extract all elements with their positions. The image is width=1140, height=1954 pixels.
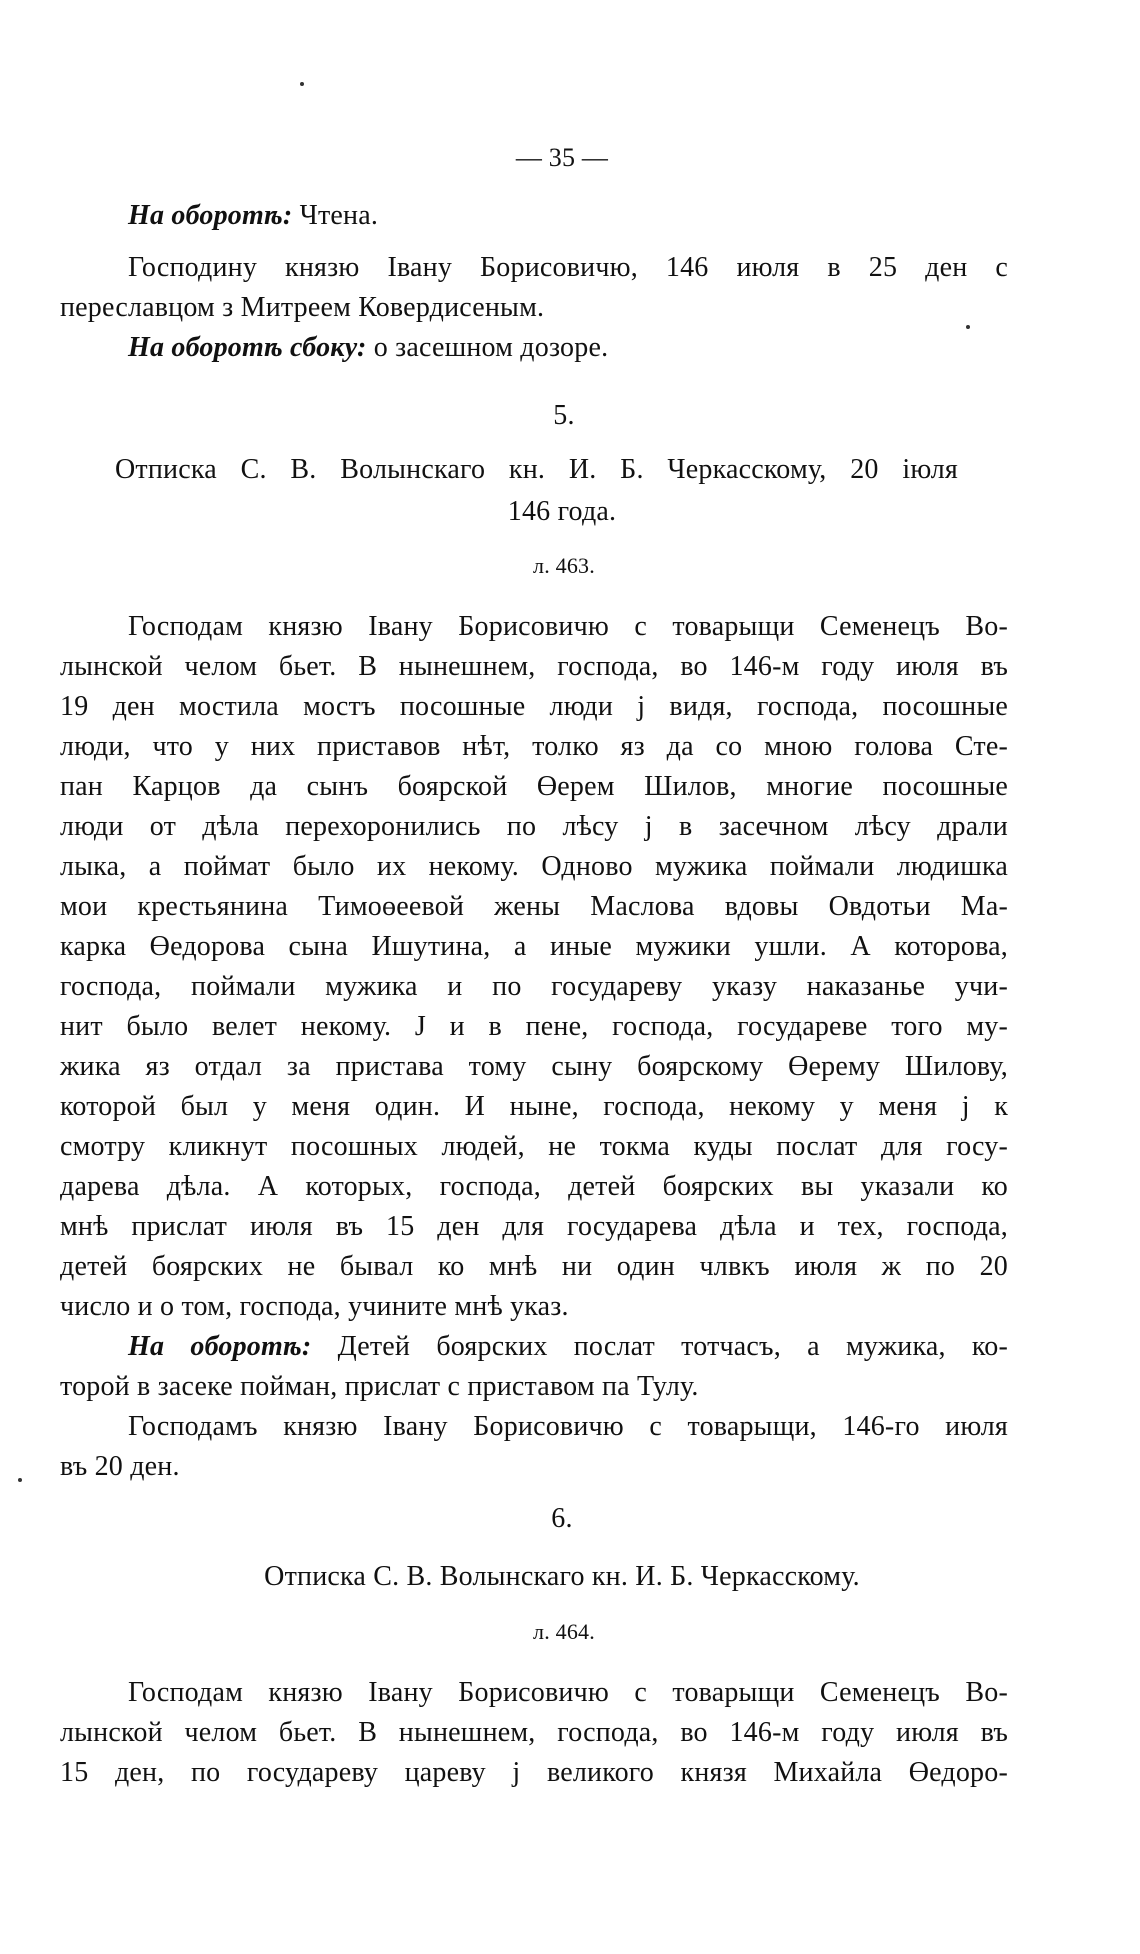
reverse-note — [128, 198, 1008, 234]
body-line: мнѣ прислат июля въ 15 ден для государева дѣла и тех, господа, — [60, 1211, 1008, 1242]
address-line: въ 20 ден. — [60, 1451, 180, 1482]
side-note — [128, 330, 1008, 366]
body-line: жика яз отдал за пристава тому сыну боярскому Өерему Шилову, — [60, 1051, 1008, 1082]
body-line: лынской челом бьет. В нынешнем, господа, во 146-м году июля въ — [60, 651, 1008, 682]
address-line: Господину князю Івану Борисовичю, 146 июля в 25 ден с — [128, 252, 1008, 283]
folio-reference: л. 463. — [533, 553, 595, 578]
folio-reference: л. 464. — [533, 1619, 595, 1644]
page-number: — 35 — — [515, 143, 609, 172]
body-line: люди, что у них приставов нѣт, толко яз да со мною голова Сте- — [60, 731, 1008, 762]
body-line: мои крестьянина Тимоөеевой жены Маслова вдовы Овдотьи Ма- — [60, 891, 1008, 922]
body-line: дарева дѣла. А которых, господа, детей боярских вы указали ко — [60, 1171, 1008, 1202]
reverse-text: Детей боярских послат тотчасъ, а мужика, ко- — [337, 1331, 1008, 1362]
document-title: 146 года. — [507, 496, 617, 527]
body-line: Господам князю Івану Борисовичю с товарыщи Семенецъ Во- — [128, 611, 1008, 642]
document-title: Отписка С. В. Волынскаго кн. И. Б. Черкасскому, 20 іюля — [115, 454, 958, 485]
body-line: нит было велет некому. Ј и в пене, господа, государеве того му- — [60, 1011, 1008, 1042]
body-line: господа, поймали мужика и по государеву указу наказанье учи- — [60, 971, 1008, 1002]
body-line: 15 ден, по государеву цареву ј великого князя Михайла Өедоро- — [60, 1757, 1008, 1788]
body-line: число и о том, господа, учините мнѣ указ. — [60, 1291, 569, 1322]
body-line: лынской челом бьет. В нынешнем, господа, во 146-м году июля въ — [60, 1717, 1008, 1748]
body-line: Господам князю Івану Борисовичю с товарыщи Семенецъ Во- — [128, 1677, 1008, 1708]
body-line: пан Карцов да сынъ боярской Өерем Шилов, многие посошные — [60, 771, 1008, 802]
address-line: переславцом з Митреем Ковердисеным. — [60, 292, 545, 323]
scan-speck — [300, 82, 304, 86]
document-number: 6. — [551, 1503, 573, 1534]
body-line: люди от дѣла перехоронились по лѣсу ј в засечном лѣсу драли — [60, 811, 1008, 842]
reverse-label: На оборотѣ: — [128, 200, 293, 231]
reverse-text: Чтена. — [299, 200, 379, 231]
body-line: 19 ден мостила мостъ посошные люди ј видя, господа, посошные — [60, 691, 1008, 722]
reverse-label: На оборотѣ: — [128, 1331, 312, 1362]
side-text: о засешном дозоре. — [373, 332, 609, 363]
body-line: смотру кликнут посошных людей, не токма куды послат для госу- — [60, 1131, 1008, 1162]
reverse-text: торой в засеке пойман, прислат с приставом па Тулу. — [60, 1371, 699, 1402]
scan-speck — [18, 1478, 22, 1482]
body-line: детей боярских не бывал ко мнѣ ни один члвкъ июля ж по 20 — [60, 1251, 1008, 1282]
address-line: Господамъ князю Івану Борисовичю с товарыщи, 146-го июля — [128, 1411, 1008, 1442]
body-line: карка Өедорова сына Ишутина, а иные мужики ушли. А которова, — [60, 931, 1008, 962]
side-label: На оборотѣ сбоку: — [128, 332, 367, 363]
body-line: которой был у меня один. И ныне, господа, некому у меня ј к — [60, 1091, 1008, 1122]
body-line: лыка, а поймат было их некому. Одново мужика поймали людишка — [60, 851, 1008, 882]
document-number: 5. — [553, 400, 575, 431]
reverse-note — [128, 1329, 1008, 1365]
document-title: Отписка С. В. Волынскаго кн. И. Б. Черкасскому. — [264, 1561, 860, 1592]
